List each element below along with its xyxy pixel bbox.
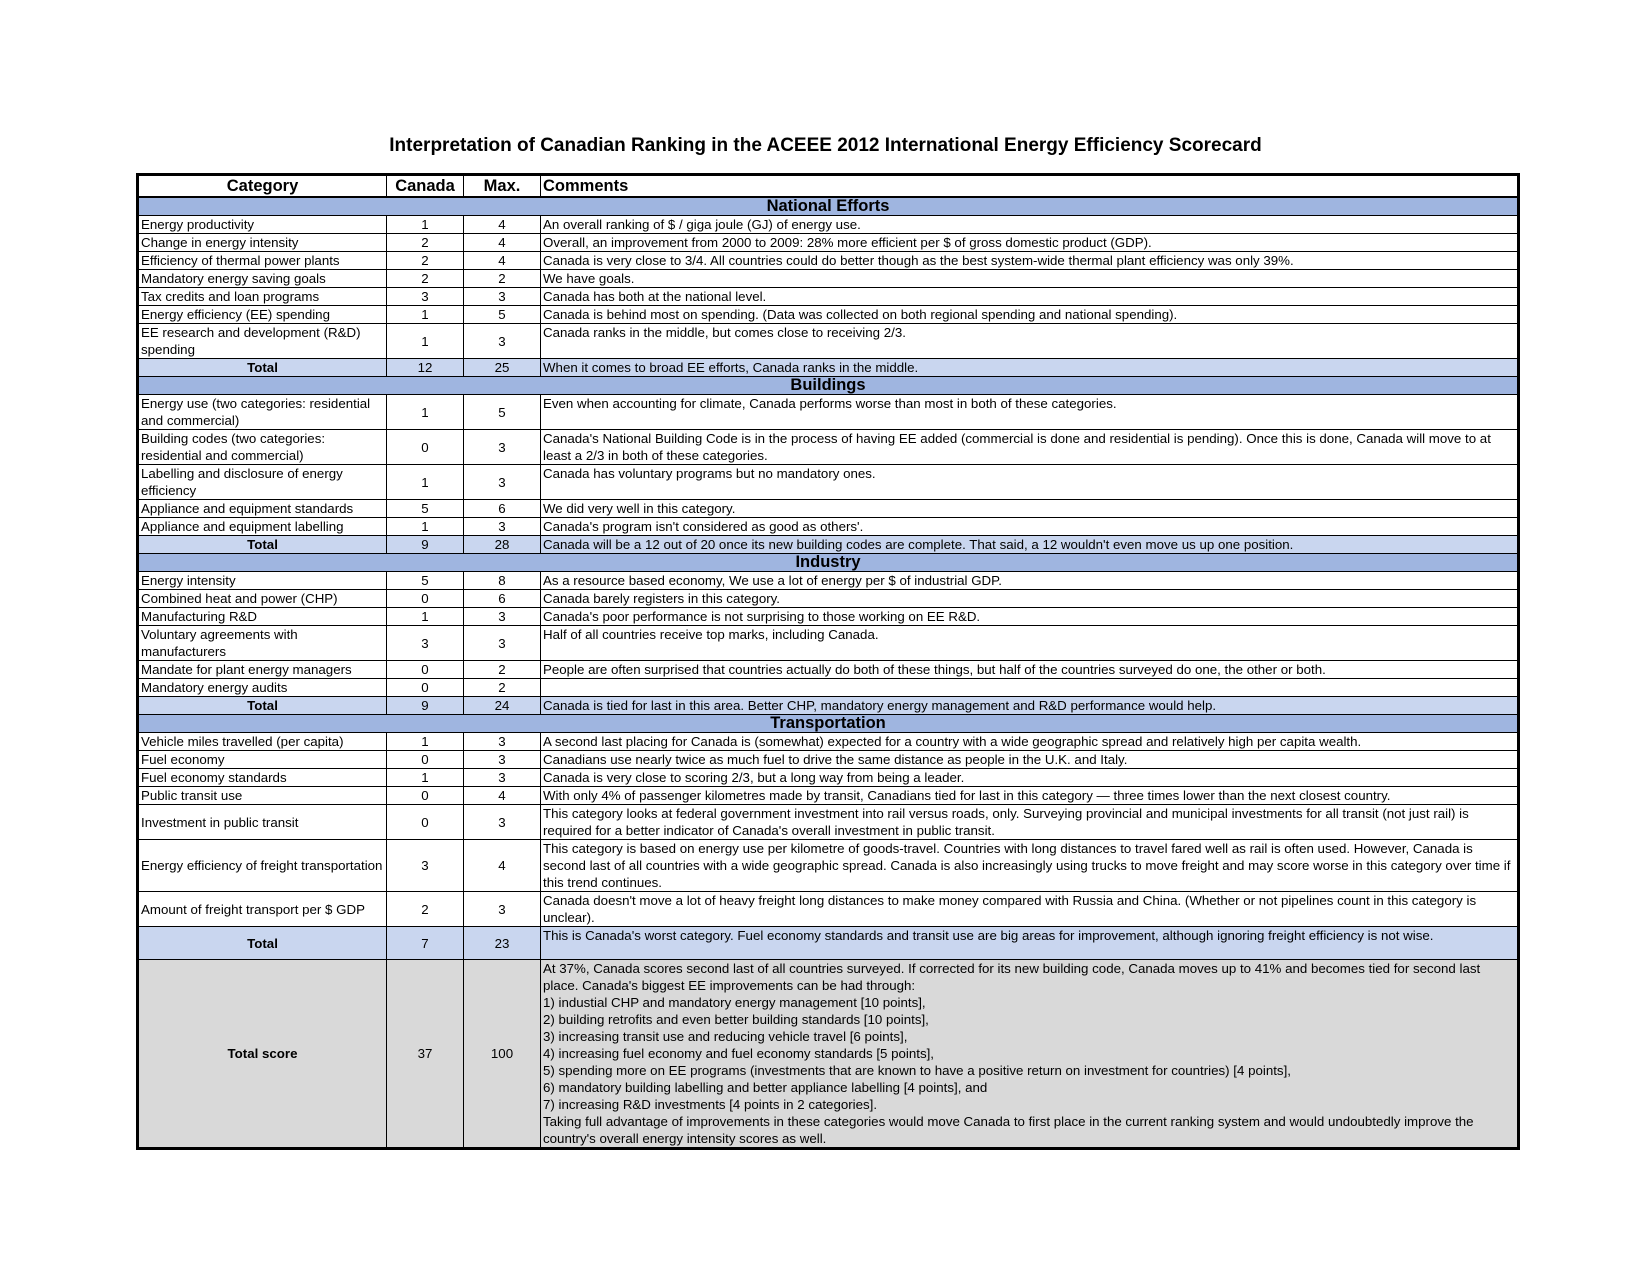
summary-line: 7) increasing R&D investments [4 points in 2 categories]. [543,1097,878,1112]
max-score-cell: 2 [464,661,541,679]
table-row [138,608,1519,626]
max-score-cell: 2 [464,679,541,697]
table-row [138,500,1519,518]
table-row [138,626,1519,661]
canada-score-cell: 0 [387,751,464,769]
category-cell: Fuel economy standards [138,769,387,787]
table-row [138,324,1519,359]
canada-score-cell: 5 [387,572,464,590]
comment-cell: With only 4% of passenger kilometres made by transit, Canadians tied for last in this category — three times lower than the next closest country. [541,787,1519,805]
scorecard-table [136,173,1520,1150]
max-score-cell: 4 [464,840,541,892]
comment-cell: Canada barely registers in this category. [541,590,1519,608]
header-max: Max. [464,175,541,198]
section-total-row [138,359,1519,377]
comment-cell: Canada ranks in the middle, but comes close to receiving 2/3. [541,324,1519,359]
page-title: Interpretation of Canadian Ranking in the ACEEE 2012 International Energy Efficiency Scorecard [389,135,1262,156]
comment-cell: We did very well in this category. [541,500,1519,518]
section-title: National Efforts [138,197,1519,216]
total-canada-cell: 12 [387,359,464,377]
table-row [138,840,1519,892]
total-comment-cell: This is Canada's worst category. Fuel economy standards and transit use are big areas for improvement, although ignoring freight efficiency is not wise. [541,927,1519,960]
canada-score-cell: 5 [387,500,464,518]
category-cell: Energy efficiency (EE) spending [138,306,387,324]
grand-total-label: Total score [138,960,387,1149]
max-score-cell: 3 [464,288,541,306]
table-row [138,465,1519,500]
comment-cell: Half of all countries receive top marks, including Canada. [541,626,1519,661]
comment-cell: Overall, an improvement from 2000 to 2009: 28% more efficient per $ of gross domestic product (GDP). [541,234,1519,252]
category-cell: Appliance and equipment labelling [138,518,387,536]
category-cell: Public transit use [138,787,387,805]
comment-cell: Canada is very close to 3/4. All countries could do better though as the best system-wide thermal plant efficiency was only 39%. [541,252,1519,270]
section-total-row [138,536,1519,554]
summary-line: 4) increasing fuel economy and fuel economy standards [5 points], [543,1046,935,1061]
header-comments: Comments [541,175,1519,198]
canada-score-cell: 2 [387,234,464,252]
comment-cell: Canada doesn't move a lot of heavy freight long distances to make money compared with Russia and China. (Whether or not pipelines count in this category is unclear). [541,892,1519,927]
table-row [138,590,1519,608]
canada-score-cell: 1 [387,608,464,626]
category-cell: Energy use (two categories: residential and commercial) [138,395,387,430]
canada-score-cell: 1 [387,306,464,324]
summary-line: 6) mandatory building labelling and better appliance labelling [4 points], and [543,1080,988,1095]
category-cell: Mandatory energy saving goals [138,270,387,288]
max-score-cell: 3 [464,518,541,536]
total-label: Total [138,536,387,554]
comment-cell: Canada has voluntary programs but no mandatory ones. [541,465,1519,500]
comment-cell: People are often surprised that countries actually do both of these things, but half of the countries surveyed do one, the other or both. [541,661,1519,679]
category-cell: Amount of freight transport per $ GDP [138,892,387,927]
summary-line: 2) building retrofits and even better building standards [10 points], [543,1012,929,1027]
table-row [138,572,1519,590]
table-row [138,270,1519,288]
comment-cell: Even when accounting for climate, Canada performs worse than most in both of these categories. [541,395,1519,430]
comment-cell: A second last placing for Canada is (somewhat) expected for a country with a wide geographic spread and relatively high per capita wealth. [541,733,1519,751]
max-score-cell: 3 [464,751,541,769]
max-score-cell: 4 [464,216,541,234]
section-title: Buildings [138,377,1519,395]
table-row [138,234,1519,252]
comment-cell: An overall ranking of $ / giga joule (GJ) of energy use. [541,216,1519,234]
canada-score-cell: 1 [387,769,464,787]
canada-score-cell: 2 [387,270,464,288]
summary-line: 5) spending more on EE programs (investments that are known to have a positive return on investment for countries) [4 points], [543,1063,1291,1078]
category-cell: EE research and development (R&D) spending [138,324,387,359]
table-row [138,787,1519,805]
category-cell: Mandate for plant energy managers [138,661,387,679]
total-canada-cell: 9 [387,536,464,554]
max-score-cell: 3 [464,805,541,840]
total-max-cell: 25 [464,359,541,377]
canada-score-cell: 0 [387,661,464,679]
table-row [138,252,1519,270]
category-cell: Appliance and equipment standards [138,500,387,518]
summary-line: 1) industial CHP and mandatory energy management [10 points], [543,995,926,1010]
comment-cell: Canada is behind most on spending. (Data was collected on both regional spending and national spending). [541,306,1519,324]
max-score-cell: 3 [464,733,541,751]
comment-cell: Canada's program isn't considered as good as others'. [541,518,1519,536]
table-row [138,288,1519,306]
section-header-row [138,377,1519,395]
max-score-cell: 6 [464,590,541,608]
canada-score-cell: 3 [387,626,464,661]
table-row [138,395,1519,430]
category-cell: Efficiency of thermal power plants [138,252,387,270]
comment-cell: This category looks at federal government investment into rail versus roads, only. Surveying provincial and municipal investments for all transit (not just rail) is required for a better indicator of Canada's overall investment in public transit. [541,805,1519,840]
section-header-row [138,197,1519,216]
category-cell: Energy intensity [138,572,387,590]
table-row [138,805,1519,840]
canada-score-cell: 2 [387,252,464,270]
max-score-cell: 5 [464,395,541,430]
table-row [138,661,1519,679]
total-max-cell: 28 [464,536,541,554]
section-title: Industry [138,554,1519,572]
section-total-row [138,927,1519,960]
canada-score-cell: 1 [387,216,464,234]
category-cell: Energy efficiency of freight transportation [138,840,387,892]
comment-cell: We have goals. [541,270,1519,288]
max-score-cell: 3 [464,430,541,465]
total-max-cell: 23 [464,927,541,960]
canada-score-cell: 2 [387,892,464,927]
section-header-row [138,554,1519,572]
total-comment-cell: Canada is tied for last in this area. Better CHP, mandatory energy management and R&D performance would help. [541,697,1519,715]
table-row [138,518,1519,536]
max-score-cell: 3 [464,892,541,927]
max-score-cell: 8 [464,572,541,590]
total-label: Total [138,359,387,377]
comment-cell: Canada is very close to scoring 2/3, but a long way from being a leader. [541,769,1519,787]
total-label: Total [138,697,387,715]
section-header-row [138,715,1519,733]
max-score-cell: 4 [464,252,541,270]
max-score-cell: 6 [464,500,541,518]
canada-score-cell: 1 [387,733,464,751]
total-comment-cell: When it comes to broad EE efforts, Canada ranks in the middle. [541,359,1519,377]
total-canada-cell: 9 [387,697,464,715]
total-label: Total [138,927,387,960]
max-score-cell: 3 [464,608,541,626]
category-cell: Investment in public transit [138,805,387,840]
category-cell: Building codes (two categories: residential and commercial) [138,430,387,465]
grand-total-comment-cell [541,960,1519,1149]
table-row [138,769,1519,787]
canada-score-cell: 0 [387,430,464,465]
section-total-row [138,697,1519,715]
canada-score-cell: 0 [387,679,464,697]
table-row [138,679,1519,697]
canada-score-cell: 0 [387,787,464,805]
max-score-cell: 3 [464,324,541,359]
category-cell: Fuel economy [138,751,387,769]
max-score-cell: 3 [464,769,541,787]
total-canada-cell: 7 [387,927,464,960]
comment-cell: This category is based on energy use per kilometre of goods-travel. Countries with long distances to travel fared well as rail is often used. However, Canada is second last of all countries with a wide geographic spread. Canada is also increasingly using trucks to move freight and may score worse in this category over time if this trend continues. [541,840,1519,892]
canada-score-cell: 3 [387,840,464,892]
category-cell: Vehicle miles travelled (per capita) [138,733,387,751]
canada-score-cell: 0 [387,590,464,608]
section-title: Transportation [138,715,1519,733]
grand-total-canada-cell: 37 [387,960,464,1149]
table-row [138,733,1519,751]
table-row [138,306,1519,324]
comment-cell: Canada's poor performance is not surprising to those working on EE R&D. [541,608,1519,626]
max-score-cell: 3 [464,626,541,661]
grand-total-row [138,960,1519,1149]
comment-cell: Canadians use nearly twice as much fuel to drive the same distance as people in the U.K. and Italy. [541,751,1519,769]
table-row [138,430,1519,465]
table-row [138,892,1519,927]
max-score-cell: 5 [464,306,541,324]
max-score-cell: 3 [464,465,541,500]
category-cell: Combined heat and power (CHP) [138,590,387,608]
table-row [138,216,1519,234]
max-score-cell: 4 [464,787,541,805]
category-cell: Change in energy intensity [138,234,387,252]
canada-score-cell: 1 [387,465,464,500]
max-score-cell: 4 [464,234,541,252]
comment-cell: Canada's National Building Code is in the process of having EE added (commercial is done and residential is pending). Once this is done, Canada will move to at least a 2/3 in both of these categories. [541,430,1519,465]
max-score-cell: 2 [464,270,541,288]
summary-line: At 37%, Canada scores second last of all countries surveyed. If corrected for its new building code, Canada moves up to 41% and becomes tied for second last place. Canada's biggest EE improvements can be had through: [543,961,1481,993]
grand-total-max-cell: 100 [464,960,541,1149]
category-cell: Mandatory energy audits [138,679,387,697]
total-max-cell: 24 [464,697,541,715]
comment-cell [541,679,1519,697]
summary-line: Taking full advantage of improvements in these categories would move Canada to first place in the current ranking system and would undoubtedly improve the country's overall energy intensity scores as well. [543,1114,1474,1146]
category-cell: Tax credits and loan programs [138,288,387,306]
category-cell: Voluntary agreements with manufacturers [138,626,387,661]
comment-cell: As a resource based economy, We use a lot of energy per $ of industrial GDP. [541,572,1519,590]
comment-cell: Canada has both at the national level. [541,288,1519,306]
header-row [138,175,1519,198]
canada-score-cell: 1 [387,324,464,359]
summary-line: 3) increasing transit use and reducing vehicle travel [6 points], [543,1029,908,1044]
header-canada: Canada [387,175,464,198]
canada-score-cell: 0 [387,805,464,840]
table-row [138,751,1519,769]
table-body [138,197,1519,1149]
category-cell: Energy productivity [138,216,387,234]
category-cell: Manufacturing R&D [138,608,387,626]
header-category: Category [138,175,387,198]
canada-score-cell: 3 [387,288,464,306]
total-comment-cell: Canada will be a 12 out of 20 once its new building codes are complete. That said, a 12 wouldn't even move us up one position. [541,536,1519,554]
canada-score-cell: 1 [387,395,464,430]
category-cell: Labelling and disclosure of energy efficiency [138,465,387,500]
canada-score-cell: 1 [387,518,464,536]
